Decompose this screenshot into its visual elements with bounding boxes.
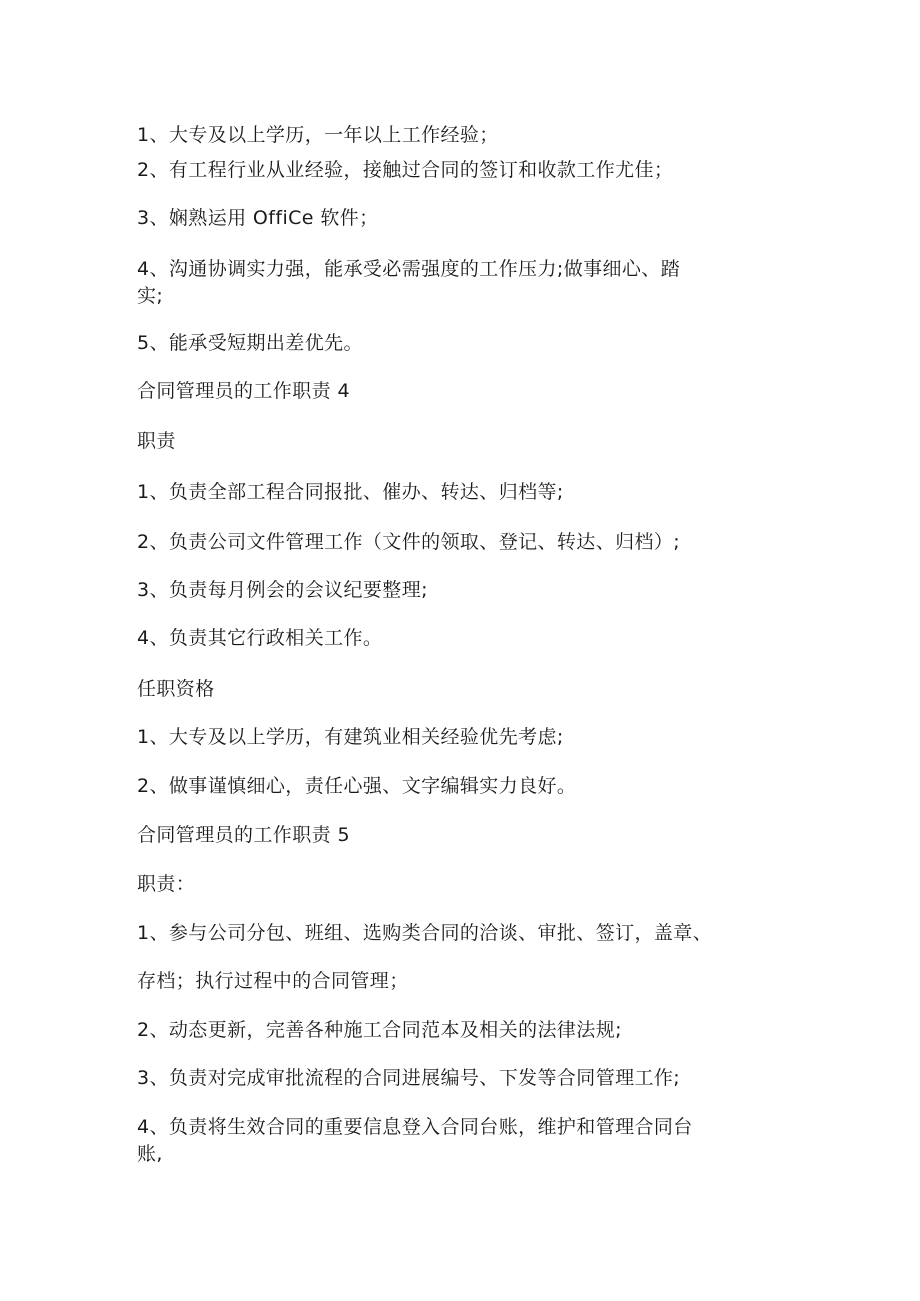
section-heading-4: 合同管理员的工作职责 4 [137, 380, 350, 402]
duty-5-3: 3、负责对完成审批流程的合同进展编号、下发等合同管理工作; [137, 1067, 681, 1089]
duties-heading-4: 职责 [137, 430, 176, 452]
duties-heading-5: 职责： [137, 873, 196, 895]
requirement-1: 1、大专及以上学历，一年以上工作经验； [137, 124, 499, 146]
duty-4-4: 4、负责其它行政相关工作。 [137, 627, 383, 649]
qualification-1: 1、大专及以上学历，有建筑业相关经验优先考虑; [137, 726, 564, 748]
duty-4-1: 1、负责全部工程合同报批、催办、转达、归档等; [137, 481, 564, 503]
requirement-4-cont: 实; [137, 285, 164, 307]
requirement-2: 2、有工程行业从业经验，接触过合同的签订和收款工作尤佳； [137, 159, 674, 181]
duty-5-1: 1、参与公司分包、班组、选购类合同的洽谈、审批、签订，盖章、 [137, 922, 713, 944]
requirement-4: 4、沟通协调实力强，能承受必需强度的工作压力;做事细心、踏 [137, 258, 681, 280]
duty-5-1-cont: 存档；执行过程中的合同管理； [137, 970, 409, 992]
section-heading-5: 合同管理员的工作职责 5 [137, 824, 350, 846]
duty-5-4-cont: 账, [137, 1143, 163, 1165]
duty-5-4: 4、负责将生效合同的重要信息登入合同台账，维护和管理合同台 [137, 1116, 693, 1138]
qualifications-heading: 任职资格 [137, 678, 215, 700]
requirement-5: 5、能承受短期出差优先。 [137, 332, 363, 354]
duty-4-2: 2、负责公司文件管理工作（文件的领取、登记、转达、归档）; [137, 531, 681, 553]
duty-5-2: 2、动态更新，完善各种施工合同范本及相关的法律法规; [137, 1019, 622, 1041]
duty-4-3: 3、负责每月例会的会议纪要整理; [137, 579, 428, 601]
requirement-3: 3、娴熟运用 OffiCe 软件； [137, 207, 379, 229]
qualification-2: 2、做事谨慎细心，责任心强、文字编辑实力良好。 [137, 775, 577, 797]
